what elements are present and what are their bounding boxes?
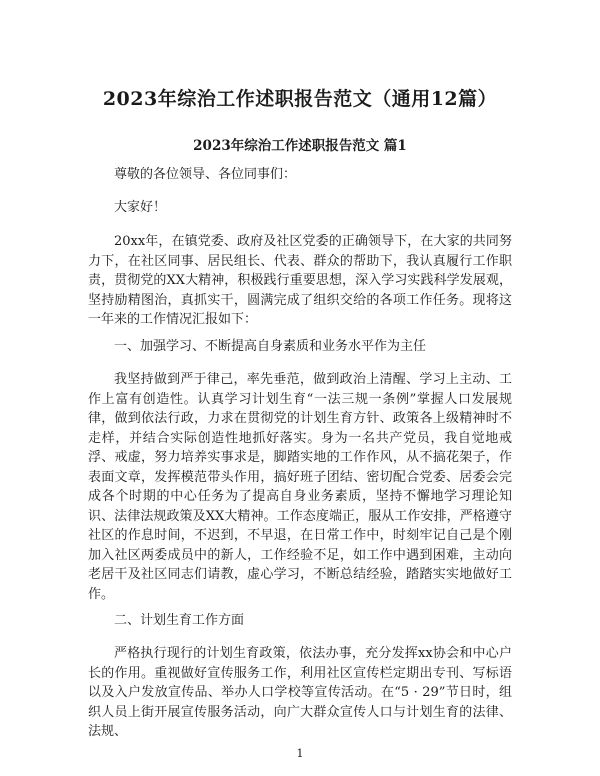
section1-heading: 一、加强学习、不断提高自身素质和业务水平作为主任	[114, 339, 427, 354]
intro-paragraph: 20xx年，在镇党委、政府及社区党委的正确领导下，在大家的共同努力下，在社区同事、居民组长、代表、群众的帮助下，我认真履行工作职责，贯彻党的XX大精神，积极践行重要思想，深入学习实践科学发展观，坚持励精图治，真抓实干，圆满完成了组织交给的各项工作任务。现将这一年来的工作情况汇报如下：	[88, 234, 512, 327]
document-subtitle: 2023年综治工作述职报告范文 篇1	[193, 138, 407, 154]
greeting-paragraph: 尊敬的各位领导、各位同事们：	[114, 167, 297, 182]
document-title: 2023年综治工作述职报告范文（通用12篇）	[102, 88, 498, 110]
section2-heading: 二、计划生育工作方面	[114, 613, 245, 628]
page-number: 1	[296, 747, 304, 760]
section2-paragraph: 严格执行现行的计划生育政策，依法办事，充分发挥xx协会和中心户长的作用。重视做好宣传服务工作，利用社区宣传栏定期出专刊、写标语以及入户发放宣传品、举办人口学校等宣传活动。在“5 · 29”节日时，组织人员上街开展宣传服务活动，向广大群众宣传人口与计划生育的法律、法规、	[88, 646, 512, 739]
section1-paragraph: 我坚持做到严于律己，率先垂范，做到政治上清醒、学习上主动、工作上富有创造性。认真学习计划生育“一法三规一条例”掌握人口发展规律，做到依法行政，力求在贯彻党的计划生育方针、政策各上级精神时不走样，并结合实际创造性地抓好落实。身为一名共产党员，我自觉地戒浮、戒虚，努力培养实事求是，脚踏实地的工作作风，从不搞花架子，作表面文章，发挥模范带头作用，搞好班子团结、密切配合党委、居委会完成各个时期的中心任务为了提高自身业务素质，坚持不懈地学习理论知识、法律法规政策及XX大精神。工作态度端正，服从工作安排，严格遵守社区的作息时间，不迟到，不早退，在日常工作中，时刻牢记自己是个刚加入社区两委成员中的新人，工作经验不足，如工作中遇到困难，主动向老居干及社区同志们请教，虚心学习，不断总结经验，踏踏实实地做好工作。	[88, 372, 512, 602]
hello-paragraph: 大家好！	[114, 200, 167, 215]
